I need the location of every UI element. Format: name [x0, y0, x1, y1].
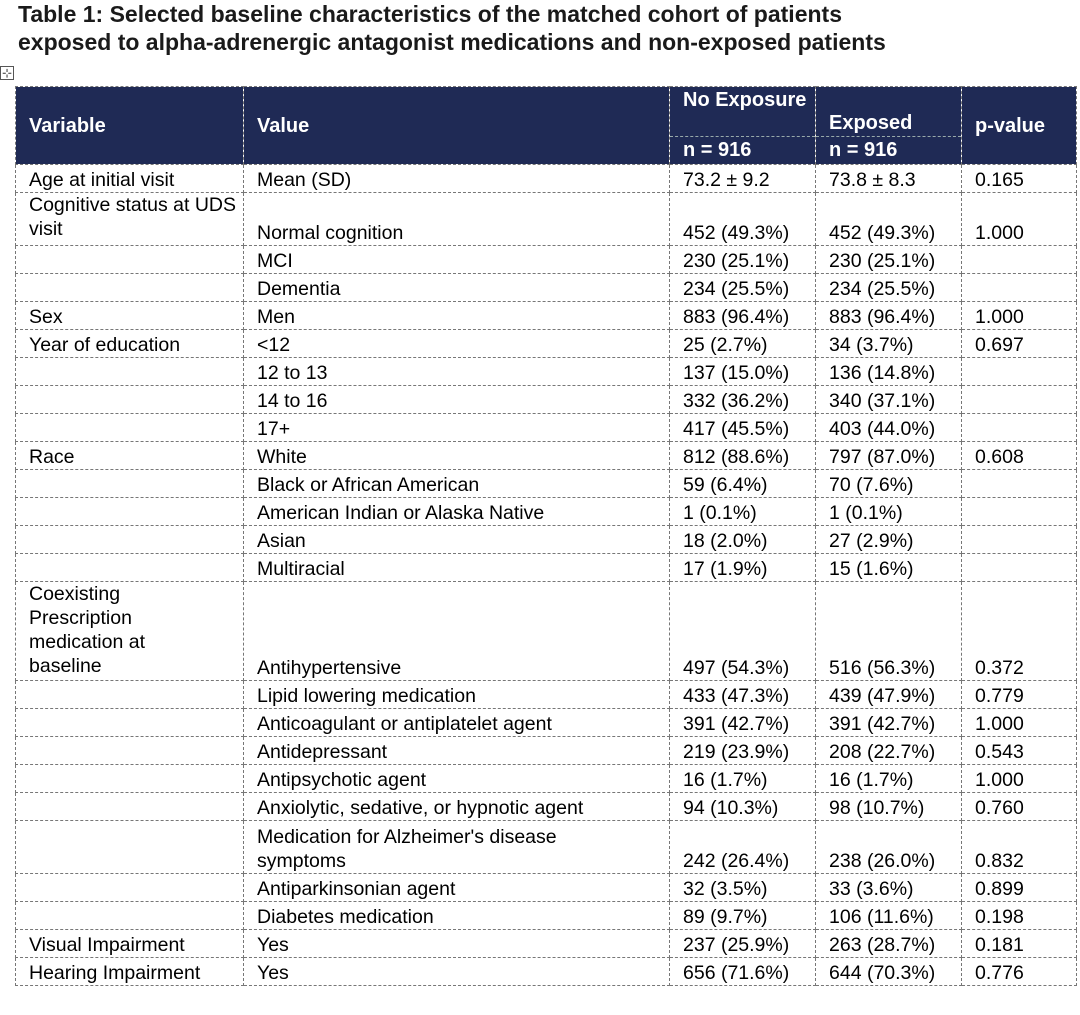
cell-value: 17+: [244, 414, 670, 442]
cell-pvalue: [962, 358, 1077, 386]
cell-no-exposure: 417 (45.5%): [670, 414, 816, 442]
cell-no-exposure: 18 (2.0%): [670, 526, 816, 554]
cell-variable: [16, 709, 244, 737]
table-row: [16, 358, 1077, 386]
cell-no-exposure: 242 (26.4%): [670, 821, 816, 874]
cell-no-exposure: 94 (10.3%): [670, 793, 816, 821]
cell-no-exposure: 452 (49.3%): [670, 193, 816, 246]
header-no-exposure-label: No Exposure: [670, 87, 815, 137]
cell-exposed: 98 (10.7%): [816, 793, 962, 821]
cell-value: Antidepressant: [244, 737, 670, 765]
cell-exposed: 234 (25.5%): [816, 274, 962, 302]
cell-value: Multiracial: [244, 554, 670, 582]
cell-pvalue: 0.372: [962, 582, 1077, 681]
cell-value: Yes: [244, 930, 670, 958]
cell-no-exposure: 89 (9.7%): [670, 902, 816, 930]
cell-variable: Visual Impairment: [16, 930, 244, 958]
header-no-exposure: [670, 87, 816, 165]
table-row: [16, 737, 1077, 765]
cell-pvalue: 1.000: [962, 765, 1077, 793]
table-row: [16, 302, 1077, 330]
cell-variable: Race: [16, 442, 244, 470]
cell-exposed: 230 (25.1%): [816, 246, 962, 274]
header-no-exposure-n: n = 916: [683, 139, 752, 161]
cell-pvalue: 0.181: [962, 930, 1077, 958]
cell-variable: Age at initial visit: [16, 165, 244, 193]
header-exposed-label: Exposed: [816, 87, 961, 137]
cell-variable: [16, 414, 244, 442]
cell-no-exposure: 73.2 ± 9.2: [670, 165, 816, 193]
cell-value: Antiparkinsonian agent: [244, 874, 670, 902]
cell-no-exposure: 59 (6.4%): [670, 470, 816, 498]
table-row: [16, 193, 1077, 246]
cell-pvalue: 0.697: [962, 330, 1077, 358]
cell-value: Diabetes medication: [244, 902, 670, 930]
cell-pvalue: 0.165: [962, 165, 1077, 193]
cell-variable: [16, 765, 244, 793]
cell-pvalue: 0.543: [962, 737, 1077, 765]
cell-value: Anxiolytic, sedative, or hypnotic agent: [244, 793, 670, 821]
cell-no-exposure: 812 (88.6%): [670, 442, 816, 470]
cell-value: Yes: [244, 958, 670, 986]
cell-exposed: 797 (87.0%): [816, 442, 962, 470]
cell-exposed: 644 (70.3%): [816, 958, 962, 986]
cell-no-exposure: 234 (25.5%): [670, 274, 816, 302]
cell-no-exposure: 656 (71.6%): [670, 958, 816, 986]
cell-no-exposure: 219 (23.9%): [670, 737, 816, 765]
cell-pvalue: 0.832: [962, 821, 1077, 874]
cell-no-exposure: 332 (36.2%): [670, 386, 816, 414]
cell-value: Normal cognition: [244, 193, 670, 246]
table-row: [16, 414, 1077, 442]
table-row: [16, 793, 1077, 821]
header-pvalue: p-value: [962, 87, 1077, 165]
cell-no-exposure: 16 (1.7%): [670, 765, 816, 793]
header-exposed-n: n = 916: [829, 139, 898, 161]
cell-pvalue: [962, 498, 1077, 526]
cell-variable: [16, 681, 244, 709]
cell-variable: [16, 874, 244, 902]
table-caption: [18, 0, 1068, 56]
table-row: [16, 681, 1077, 709]
cell-pvalue: [962, 526, 1077, 554]
cell-exposed: 33 (3.6%): [816, 874, 962, 902]
cell-variable: [16, 737, 244, 765]
cell-variable: [16, 358, 244, 386]
cell-variable: Hearing Impairment: [16, 958, 244, 986]
cell-value: 14 to 16: [244, 386, 670, 414]
table-row: [16, 470, 1077, 498]
cell-no-exposure: 391 (42.7%): [670, 709, 816, 737]
cell-value: Mean (SD): [244, 165, 670, 193]
table-row: [16, 958, 1077, 986]
caption-line-1: Table 1: Selected baseline characteristics of the matched cohort of patients: [18, 1, 842, 27]
table-row: [16, 874, 1077, 902]
table-row: [16, 274, 1077, 302]
cell-value: Antipsychotic agent: [244, 765, 670, 793]
cell-value: Men: [244, 302, 670, 330]
cell-value: Anticoagulant or antiplatelet agent: [244, 709, 670, 737]
cell-value: Antihypertensive: [244, 582, 670, 681]
cell-pvalue: [962, 470, 1077, 498]
cell-value: American Indian or Alaska Native: [244, 498, 670, 526]
cell-exposed: 403 (44.0%): [816, 414, 962, 442]
table-row: [16, 386, 1077, 414]
cell-pvalue: 0.779: [962, 681, 1077, 709]
cell-no-exposure: 1 (0.1%): [670, 498, 816, 526]
cell-exposed: 136 (14.8%): [816, 358, 962, 386]
cell-value: Medication for Alzheimer's disease symptoms: [244, 821, 670, 874]
cell-variable: [16, 526, 244, 554]
table-body: [16, 165, 1077, 986]
table-move-handle-icon[interactable]: ⊹: [1, 66, 13, 80]
cell-no-exposure: 237 (25.9%): [670, 930, 816, 958]
cell-exposed: 208 (22.7%): [816, 737, 962, 765]
cell-exposed: 1 (0.1%): [816, 498, 962, 526]
cell-pvalue: [962, 414, 1077, 442]
cell-value: Black or African American: [244, 470, 670, 498]
table-row: [16, 498, 1077, 526]
cell-exposed: 238 (26.0%): [816, 821, 962, 874]
cell-value: Dementia: [244, 274, 670, 302]
cell-pvalue: 0.776: [962, 958, 1077, 986]
cell-exposed: 15 (1.6%): [816, 554, 962, 582]
cell-pvalue: 1.000: [962, 302, 1077, 330]
cell-exposed: 452 (49.3%): [816, 193, 962, 246]
cell-pvalue: [962, 554, 1077, 582]
cell-pvalue: [962, 246, 1077, 274]
header-variable: Variable: [16, 87, 244, 165]
caption-line-2: exposed to alpha-adrenergic antagonist medications and non-exposed patients: [18, 29, 886, 55]
cell-pvalue: 1.000: [962, 193, 1077, 246]
baseline-characteristics-table: [15, 86, 1077, 986]
table-row: [16, 246, 1077, 274]
table-row: [16, 582, 1077, 681]
cell-exposed: 263 (28.7%): [816, 930, 962, 958]
header-value: Value: [244, 87, 670, 165]
cell-variable: [16, 554, 244, 582]
cell-exposed: 340 (37.1%): [816, 386, 962, 414]
cell-pvalue: 1.000: [962, 709, 1077, 737]
cell-no-exposure: 230 (25.1%): [670, 246, 816, 274]
cell-variable: Coexisting Prescription medication at baseline: [16, 582, 244, 681]
cell-exposed: 516 (56.3%): [816, 582, 962, 681]
cell-value: MCI: [244, 246, 670, 274]
cell-variable: Cognitive status at UDS visit: [16, 193, 244, 246]
cell-no-exposure: 137 (15.0%): [670, 358, 816, 386]
header-exposed: [816, 87, 962, 165]
cell-value: White: [244, 442, 670, 470]
cell-no-exposure: 17 (1.9%): [670, 554, 816, 582]
cell-value: Lipid lowering medication: [244, 681, 670, 709]
cell-value: 12 to 13: [244, 358, 670, 386]
cell-exposed: 34 (3.7%): [816, 330, 962, 358]
cell-variable: [16, 498, 244, 526]
cell-exposed: 16 (1.7%): [816, 765, 962, 793]
cell-exposed: 883 (96.4%): [816, 302, 962, 330]
table-row: [16, 526, 1077, 554]
cell-exposed: 106 (11.6%): [816, 902, 962, 930]
table-row: [16, 165, 1077, 193]
cell-pvalue: 0.760: [962, 793, 1077, 821]
cell-no-exposure: 433 (47.3%): [670, 681, 816, 709]
cell-exposed: 70 (7.6%): [816, 470, 962, 498]
cell-exposed: 391 (42.7%): [816, 709, 962, 737]
table-row: [16, 442, 1077, 470]
table-row: [16, 765, 1077, 793]
cell-exposed: 73.8 ± 8.3: [816, 165, 962, 193]
cell-variable: [16, 902, 244, 930]
table-row: [16, 709, 1077, 737]
cell-exposed: 27 (2.9%): [816, 526, 962, 554]
cell-pvalue: 0.198: [962, 902, 1077, 930]
cell-variable: Year of education: [16, 330, 244, 358]
cell-no-exposure: 32 (3.5%): [670, 874, 816, 902]
table-row: [16, 821, 1077, 874]
cell-no-exposure: 497 (54.3%): [670, 582, 816, 681]
table-row: [16, 554, 1077, 582]
cell-value: <12: [244, 330, 670, 358]
cell-no-exposure: 883 (96.4%): [670, 302, 816, 330]
cell-no-exposure: 25 (2.7%): [670, 330, 816, 358]
table-row: [16, 902, 1077, 930]
cell-exposed: 439 (47.9%): [816, 681, 962, 709]
cell-variable: [16, 821, 244, 874]
cell-variable: Sex: [16, 302, 244, 330]
cell-variable: [16, 274, 244, 302]
cell-pvalue: 0.899: [962, 874, 1077, 902]
cell-pvalue: [962, 274, 1077, 302]
cell-variable: [16, 246, 244, 274]
table-row: [16, 930, 1077, 958]
cell-variable: [16, 470, 244, 498]
cell-variable: [16, 793, 244, 821]
cell-variable: [16, 386, 244, 414]
cell-value: Asian: [244, 526, 670, 554]
cell-pvalue: [962, 386, 1077, 414]
cell-pvalue: 0.608: [962, 442, 1077, 470]
table-row: [16, 330, 1077, 358]
